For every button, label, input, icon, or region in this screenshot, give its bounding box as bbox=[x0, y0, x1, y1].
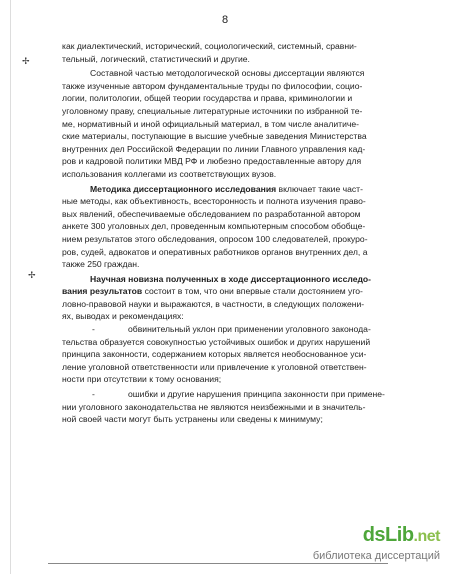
watermark-logo bbox=[363, 524, 440, 547]
list-marker: - bbox=[92, 324, 95, 335]
text-line: тельства образуется совокупностью устойчивых ошибок и других нарушений bbox=[62, 336, 371, 347]
text-line: также 250 граждан. bbox=[62, 259, 140, 270]
text-line: ление уголовной ответственности или привлечение к уголовной ответствен- bbox=[62, 361, 367, 372]
text-line: ной своей части могут быть устранены или сведены к минимуму; bbox=[62, 414, 323, 425]
list-item bbox=[62, 323, 396, 386]
text-line: вых явлений, обеспечиваемые обследованием по разработанной автором bbox=[62, 208, 361, 219]
text-line: нием результатов этого обследования, опросом 100 следователей, прокуро- bbox=[62, 233, 368, 244]
text-line: Составной частью методологической основы диссертации являются bbox=[90, 68, 365, 79]
text-line: внутренних дел Российской Федерации по линии Главного управления кад- bbox=[62, 143, 366, 154]
text-fragment: обвинительный уклон при применении уголовного законода- bbox=[128, 324, 371, 335]
list-item bbox=[62, 388, 396, 426]
paragraph bbox=[62, 183, 396, 271]
text-line bbox=[62, 323, 396, 336]
text-line bbox=[62, 183, 396, 196]
watermark bbox=[302, 524, 442, 568]
scan-mark: ✢ bbox=[28, 270, 36, 280]
text-line: ловно-правовой науки и выражаются, в частности, в следующих положени- bbox=[62, 298, 365, 309]
page-number: 8 bbox=[221, 14, 229, 26]
text-line: ские материалы, поступающие в высшие учебные заведения Министерства bbox=[62, 131, 367, 142]
text-line: как диалектический, исторический, социологический, системный, сравни- bbox=[62, 41, 357, 51]
text-line bbox=[62, 273, 396, 286]
watermark-caption: библиотека диссертаций bbox=[312, 550, 440, 562]
paragraph bbox=[62, 273, 396, 323]
text-line: ности при отсутствии к тому основания; bbox=[62, 374, 222, 385]
text-fragment: ошибки и другие нарушения принципа законности при примене- bbox=[128, 389, 385, 400]
scan-mark: ✢ bbox=[22, 56, 30, 66]
text-line: принципа законности, содержанием которых является необоснованное уси- bbox=[62, 349, 367, 360]
text-line: логии, политологии, общей теории государства и права, криминологии и bbox=[62, 93, 353, 104]
bold-term: вания результатов bbox=[62, 286, 143, 297]
text-line bbox=[62, 388, 396, 401]
text-fragment: включает такие част- bbox=[276, 183, 363, 194]
watermark-logo-text: dsLib bbox=[362, 524, 414, 546]
watermark-logo-suffix: .net bbox=[413, 528, 440, 545]
bold-term: Методика диссертационного исследования bbox=[90, 183, 277, 194]
text-fragment: состоит в том, что они впервые стали достоянием уго- bbox=[142, 286, 363, 297]
document-body bbox=[62, 40, 396, 426]
scan-edge-line bbox=[10, 0, 11, 574]
text-line bbox=[62, 285, 396, 298]
text-line: ме, нормативный и иной официальный материал, в том числе аналитиче- bbox=[62, 118, 360, 129]
text-line: ях, выводах и рекомендациях: bbox=[62, 311, 184, 322]
text-line: использования коллегами из соответствующих вузов. bbox=[62, 168, 277, 179]
text-line: анкете 300 уголовных дел, проведенным компьютерным способом обобще- bbox=[62, 221, 366, 232]
text-line: уголовному праву, специальные литературные источники по избранной те- bbox=[62, 105, 363, 116]
text-line: ров и кадровой политики МВД РФ и любезно предоставленные автору для bbox=[62, 156, 362, 167]
text-line: ров, судей, адвокатов и оперативных работников органов внутренних дел, а bbox=[62, 246, 368, 257]
text-line: также изученные автором фундаментальные труды по философии, социо- bbox=[62, 80, 363, 91]
bold-term: Научная новизна полученных в ходе диссертационного исследо- bbox=[90, 273, 372, 284]
text-line: тельный, логический, статистический и другие. bbox=[62, 53, 250, 64]
text-line: ные методы, как объективность, всесторонность и полнота изучения право- bbox=[62, 196, 366, 207]
list-marker: - bbox=[92, 389, 95, 400]
paragraph bbox=[62, 67, 396, 180]
paragraph bbox=[62, 40, 396, 65]
text-line: нии уголовного законодательства не являются неизбежными и в значитель- bbox=[62, 401, 366, 412]
